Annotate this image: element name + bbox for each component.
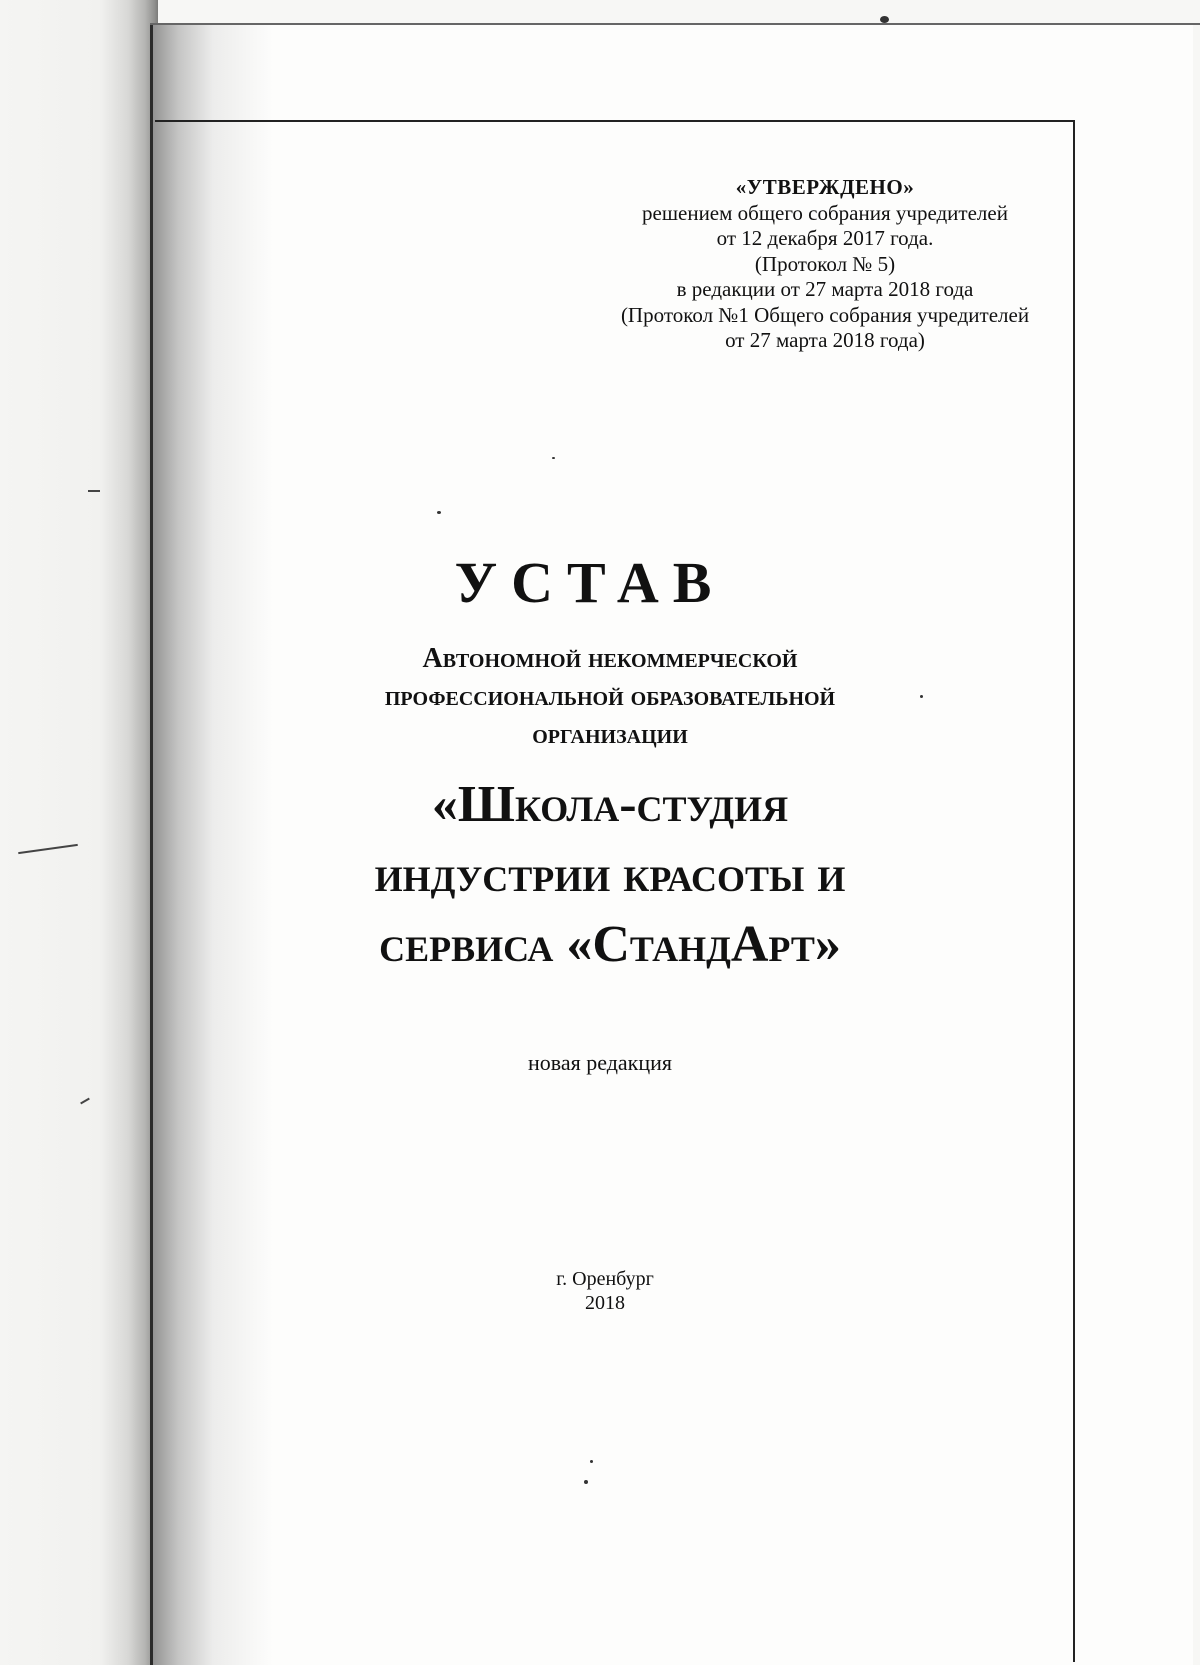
approval-line: (Протокол № 5) xyxy=(754,251,896,276)
approval-line: (Протокол №1 Общего собрания учредителей xyxy=(620,302,1030,327)
scan-speck xyxy=(437,511,441,514)
organization-name-line: сервиса «СтандАрт» xyxy=(379,916,841,973)
scan-mark xyxy=(88,490,100,492)
year: 2018 xyxy=(585,1292,625,1314)
approval-heading: «УТВЕРЖДЕНО» xyxy=(735,175,915,199)
organization-name xyxy=(200,770,1020,980)
scan-speck xyxy=(584,1480,588,1484)
organization-line: профессиональной образовательной xyxy=(384,681,836,712)
approval-line: от 12 декабря 2017 года. xyxy=(716,226,934,250)
scan-speck xyxy=(590,1460,593,1463)
organization-name-line: индустрии красоты и xyxy=(374,846,846,903)
approval-line: решением общего собрания учредителей xyxy=(642,200,1008,225)
approval-line: в редакции от 27 марта 2018 года xyxy=(676,277,974,301)
approval-block xyxy=(580,175,1070,354)
document-title: УСТАВ xyxy=(454,550,726,615)
approval-line: от 27 марта 2018 года) xyxy=(725,328,925,352)
scan-speck xyxy=(552,457,555,459)
edition-label: новая редакция xyxy=(527,1050,673,1075)
scanner-edge-shadow xyxy=(0,0,158,1665)
organization-type xyxy=(230,640,990,754)
organization-name-line: «Школа-студия xyxy=(431,776,789,833)
place-and-year xyxy=(500,1267,710,1315)
organization-line: Автономной некоммерческой xyxy=(422,643,798,674)
scan-speck xyxy=(880,16,889,23)
city: г. Оренбург xyxy=(556,1268,654,1290)
scan-speck xyxy=(920,695,923,698)
organization-line: организации xyxy=(532,719,688,750)
